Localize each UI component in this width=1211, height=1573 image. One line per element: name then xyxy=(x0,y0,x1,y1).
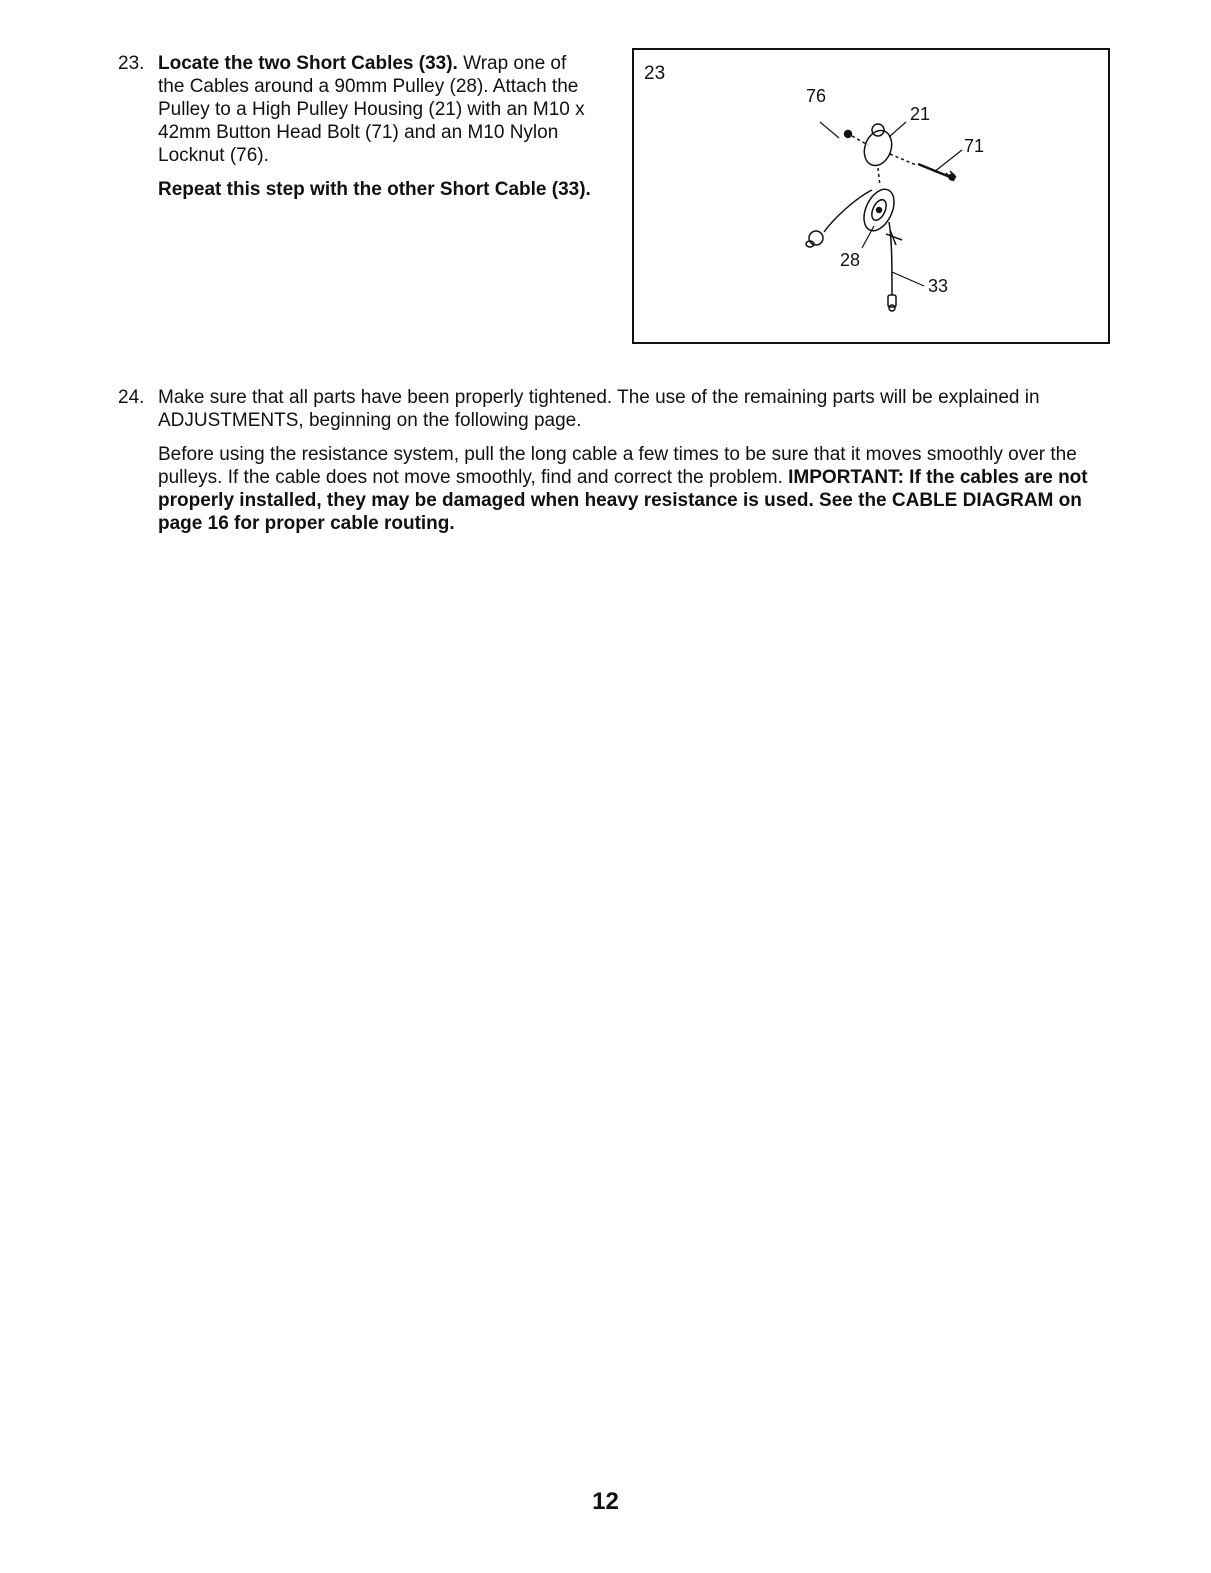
callout-76: 76 xyxy=(806,86,827,106)
locknut-shape xyxy=(845,131,852,138)
step-24-paragraph-1: Make sure that all parts have been properly tightened. The use of the remaining parts will be explained in ADJUSTMENTS, beginning on the following page. xyxy=(158,387,1040,431)
step-24-important-note: IMPORTANT: If the cables are not properly installed, they may be damaged when heavy resistance is used. See the CABLE DIAGRAM on page 16 for proper cable routing. xyxy=(158,467,1088,534)
pulley-assembly-illustration xyxy=(634,50,1112,346)
page-number: 12 xyxy=(592,1488,619,1515)
callout-28: 28 xyxy=(840,250,861,270)
step-24 xyxy=(118,386,1098,535)
callout-33: 33 xyxy=(928,276,949,296)
cable-end-ring-shape xyxy=(809,231,823,245)
step-number: 23. xyxy=(118,53,145,74)
step-23-repeat-note: Repeat this step with the other Short Cable (33). xyxy=(158,179,591,200)
assembly-figure xyxy=(632,48,1110,344)
bolt-head-shape xyxy=(949,174,955,180)
callout-21: 21 xyxy=(910,104,931,124)
step-24-paragraph-2 xyxy=(158,443,1098,535)
step-number: 24. xyxy=(118,387,145,408)
pulley-housing-shape xyxy=(860,127,897,170)
step-23-instruction xyxy=(158,52,593,167)
figure-number: 23 xyxy=(644,63,666,84)
step-23-bold-lead: Locate the two Short Cables (33). xyxy=(158,53,458,74)
callout-71: 71 xyxy=(964,136,985,156)
step-23 xyxy=(118,52,593,201)
step-23-text: Wrap one of the Cables around a 90mm Pulley (28). Attach the Pulley to a High Pulley Housing (21) with an M10 x 42mm Button Head Bolt (71) and an M10 Nylon Locknut (76). xyxy=(158,53,585,166)
step-24-plain-text: Before using the resistance system, pull the long cable a few times to be sure that it moves smoothly over the pulleys. If the cable does not move smoothly, find and correct the problem. xyxy=(158,444,1077,488)
bolt-shaft-shape xyxy=(918,164,950,177)
